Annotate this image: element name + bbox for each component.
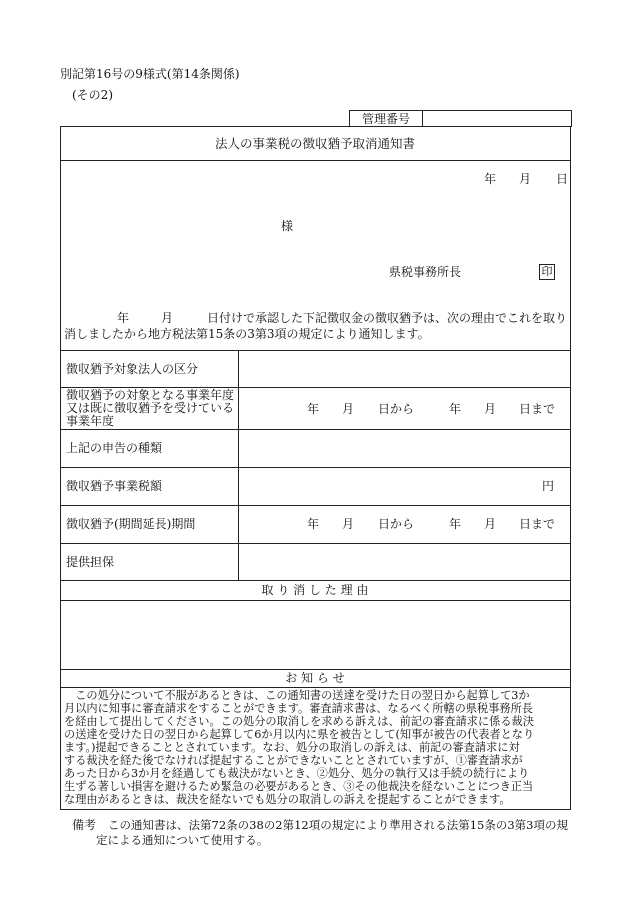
period-from-year: 年 — [307, 517, 320, 531]
date-month: 月 — [519, 172, 532, 186]
intro-text-1: 日付けで承認した下記徴収金の徴収猶予は、次の理由でこれを取り — [207, 311, 568, 325]
row-label-period: 徴収猶予(期間延長)期間 — [66, 517, 196, 531]
tax-amount-unit: 円 — [542, 479, 555, 493]
mgmt-number-box — [349, 110, 572, 127]
seal-mark: 印 — [539, 264, 555, 280]
notice-line: を経由して提出してください。この処分の取消しを求める訴えは、前記の審査請求に係る裁決 — [64, 715, 534, 728]
form-id: 別記第16号の9様式(第14条関係) — [60, 67, 240, 81]
remarks-label: 備考 — [72, 818, 97, 832]
fy-from-month: 月 — [342, 402, 355, 416]
fy-to-month: 月 — [484, 402, 497, 416]
date-day: 日 — [556, 172, 569, 186]
remarks-line-2: 定による通知について使用する。 — [96, 833, 269, 847]
notice-line: な理由があるときは、裁決を経ないでも処分の取消しの訴えを提起することができます。 — [64, 793, 511, 806]
notice-line: 生ずる著しい損害を避けるため緊急の必要があるとき、③その他裁決を経ないことにつき正当 — [64, 780, 534, 793]
period-from-day: 日から — [378, 517, 415, 531]
notice-line: あった日から3か月を経過しても裁決がないとき、②処分、処分の執行又は手続の続行により — [64, 767, 530, 780]
mgmt-number-label: 管理番号 — [362, 112, 411, 126]
date-year: 年 — [484, 172, 497, 186]
form-part: (その2) — [72, 88, 113, 102]
row-label-tax-amount: 徴収猶予事業税額 — [66, 479, 163, 493]
row-label-fiscal-year-1: 徴収猶予の対象となる事業年度 — [66, 388, 235, 402]
fy-from-year: 年 — [307, 402, 320, 416]
notice-header: お 知 ら せ — [285, 671, 345, 685]
notice-line: ます。)提起できることとされています。なお、処分の取消しの訴えは、前記の審査請求に対 — [64, 741, 520, 754]
reason-header: 取 り 消 し た 理 由 — [261, 583, 369, 597]
fy-to-year: 年 — [449, 402, 462, 416]
period-to-year: 年 — [449, 517, 462, 531]
document-title: 法人の事業税の徴収猶予取消通知書 — [214, 136, 415, 151]
fy-to-day: 日まで — [519, 402, 556, 416]
row-label-category: 徴収猶予対象法人の区分 — [66, 362, 199, 376]
period-to-month: 月 — [484, 517, 497, 531]
notice-line: の送達を受けた日の翌日から起算して6か月以内に県を被告として(知事が被告の代表者となり — [64, 728, 535, 741]
fy-from-day: 日から — [378, 402, 415, 416]
intro-year: 年 — [117, 311, 130, 325]
row-label-collateral: 提供担保 — [66, 555, 115, 569]
row-label-fiscal-year-3: 事業年度 — [66, 414, 115, 428]
remarks-line-1: この通知書は、法第72条の38の2第12項の規定により準用される法第15条の3第3項の規 — [108, 818, 568, 832]
addressee-suffix: 様 — [281, 219, 294, 233]
intro-text-2: 消しましたから地方税法第15条の3第3項の規定により通知します。 — [64, 327, 430, 341]
office-title: 県税事務所長 — [389, 265, 462, 279]
period-from-month: 月 — [342, 517, 355, 531]
row-label-fiscal-year-2: 又は既に徴収猶予を受けている — [66, 401, 235, 415]
period-to-day: 日まで — [519, 517, 556, 531]
notice-line: する裁決を経た後でなければ提起することができないこととされていますが、①審査請求が — [64, 754, 523, 767]
intro-month: 月 — [161, 311, 174, 325]
row-label-return-type: 上記の申告の種類 — [66, 441, 163, 455]
notice-line: 月以内に知事に審査請求をすることができます。審査請求書は、なるべく所轄の県税事務所長 — [64, 702, 533, 715]
notice-line: この処分について不服があるときは、この通知書の送達を受けた日の翌日から起算して3か — [64, 689, 530, 702]
